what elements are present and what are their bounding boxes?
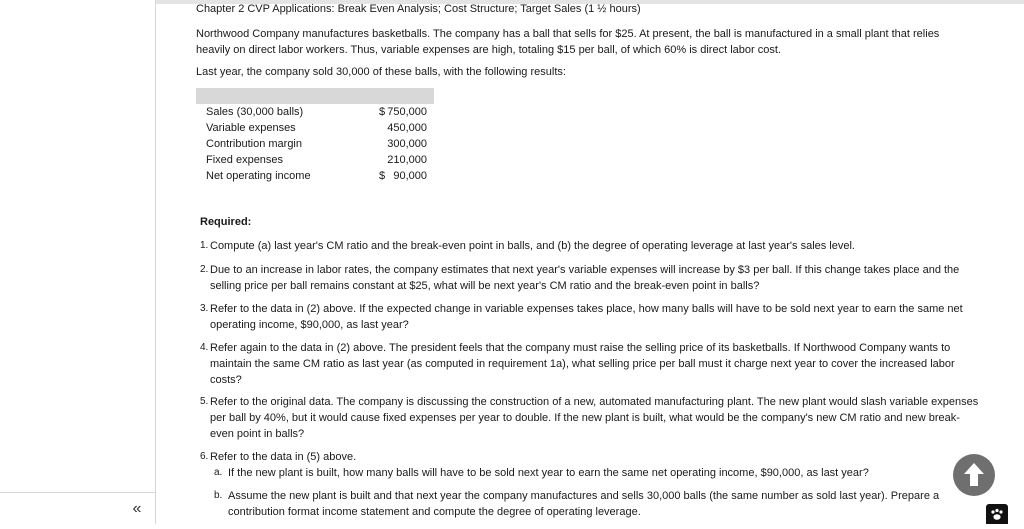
requirement-2: 2. Due to an increase in labor rates, the company estimates that next year's variable expenses will increase by $3 per ball. If this change takes place and the selling price per ball remains constant at $25, what will be next year's CM ratio and the break-even point in balls? <box>200 264 960 292</box>
row-value: 210,000 <box>387 154 427 166</box>
left-sidebar <box>0 0 156 524</box>
currency-symbol: $ <box>379 170 386 182</box>
row-label: Variable expenses <box>206 122 296 134</box>
scroll-to-top-button[interactable] <box>953 454 995 496</box>
last-year-paragraph: Last year, the company sold 30,000 of these balls, with the following results: <box>196 66 566 78</box>
table-row <box>196 136 434 152</box>
requirement-1: 1. Compute (a) last year's CM ratio and the break-even point in balls, and (b) the degree of operating leverage at last year's sales level. <box>200 240 855 252</box>
requirement-6a: a. If the new plant is built, how many balls will have to be sold next year to earn the same net operating income, $90,000, as last year? <box>214 467 869 479</box>
row-value: 90,000 <box>393 170 427 182</box>
requirement-6: 6. Refer to the data in (5) above. <box>200 451 357 463</box>
row-value: 750,000 <box>387 106 427 118</box>
row-label: Fixed expenses <box>206 154 284 166</box>
row-value: 450,000 <box>387 122 427 134</box>
sidebar-divider <box>0 492 155 493</box>
table-row <box>196 104 434 120</box>
required-heading: Required: <box>200 216 252 228</box>
row-label: Sales (30,000 balls) <box>206 106 304 118</box>
paw-icon[interactable] <box>986 504 1008 524</box>
table-row <box>196 152 434 168</box>
table-row <box>196 168 434 184</box>
requirement-5: 5. Refer to the original data. The company is discussing the construction of a new, automated manufacturing plant. The new plant would slash variable expenses per ball by 40%, but it would cause fixed expenses per year to double. If the new plant is built, what would be the company's new CM ratio and new break-even point in balls? <box>200 396 979 440</box>
row-label: Contribution margin <box>206 138 302 150</box>
row-label: Net operating income <box>206 170 311 182</box>
collapse-sidebar-button[interactable]: « <box>132 500 142 517</box>
intro-paragraph: Northwood Company manufactures basketballs. The company has a ball that sells for $25. At present, the ball is manufactured in a small plant that relies heavily on direct labor workers. Thus, variable expenses are high, totaling $15 per ball, of which 60% is direct labor cost. <box>196 28 940 56</box>
requirement-3: 3. Refer to the data in (2) above. If the expected change in variable expenses takes place, how many balls will have to be sold next year to earn the same net operating income, $90,000, as last year? <box>200 303 963 331</box>
table-header <box>196 88 434 104</box>
arrow-up-icon <box>953 454 995 496</box>
requirement-6b: b. Assume the new plant is built and that next year the company manufactures and sells 30,000 balls (the same number as sold last year). Prepare a contribution format income statement and compute the degree of operating leverage. <box>214 490 940 518</box>
chapter-title: Chapter 2 CVP Applications: Break Even Analysis; Cost Structure; Target Sales (1 ½ hours) <box>196 3 641 15</box>
table-row <box>196 120 434 136</box>
income-statement-table <box>196 88 434 184</box>
currency-symbol: $ <box>379 106 386 118</box>
row-value: 300,000 <box>387 138 427 150</box>
requirement-4: 4. Refer again to the data in (2) above. The president feels that the company must raise the selling price of its basketballs. If Northwood Company wants to maintain the same CM ratio as last year (as computed in requirement 1a), what selling price per ball must it charge next year to cover the increased labor costs? <box>200 342 955 386</box>
